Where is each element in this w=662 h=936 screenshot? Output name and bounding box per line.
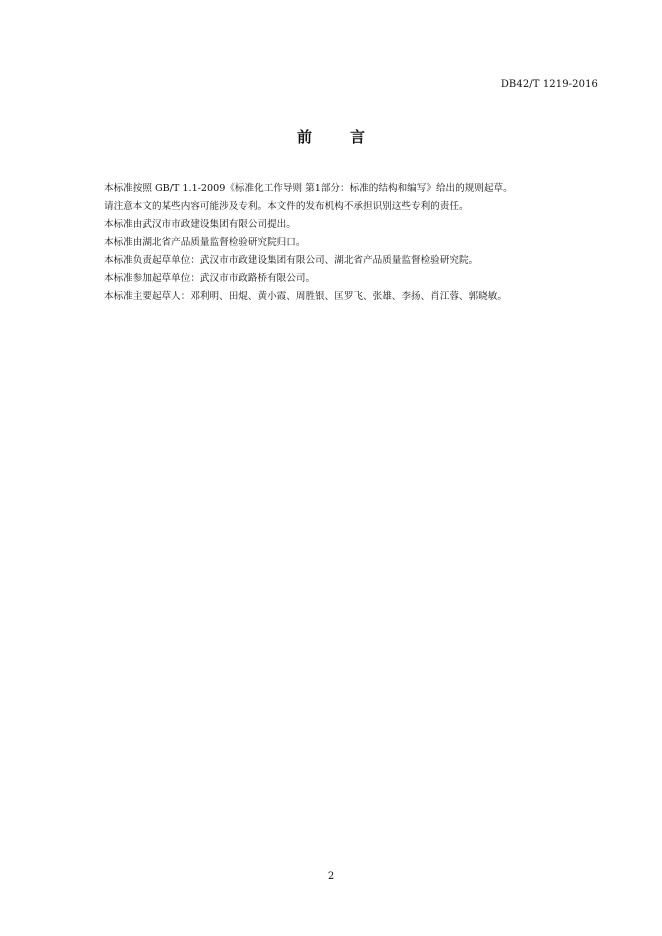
paragraph-lead-drafters: 本标准负责起草单位：武汉市市政建设集团有限公司、湖北省产品质量监督检验研究院。	[104, 255, 479, 266]
paragraph-patent-notice: 请注意本文的某些内容可能涉及专利。本文件的发布机构不承担识别这些专利的责任。	[104, 201, 469, 212]
paragraph-administrator: 本标准由湖北省产品质量监督检验研究院归口。	[104, 237, 306, 248]
page-number: 2	[327, 871, 335, 882]
paragraph-drafting-rules: 本标准按照 GB/T 1.1-2009《标准化工作导则 第1部分：标准的结构和编写》给出的规则起草。	[104, 183, 513, 194]
page-title	[0, 126, 662, 147]
paragraph-participating-drafters: 本标准参加起草单位：武汉市市政路桥有限公司。	[104, 273, 316, 284]
title-char-1: 前	[296, 128, 312, 146]
paragraph-main-drafters: 本标准主要起草人：邓利明、田焜、黄小霞、周胜银、匡罗飞、张雄、李扬、肖江蓉、郭晓敏。	[104, 291, 507, 302]
title-char-2: 言	[350, 128, 366, 146]
paragraph-proposer: 本标准由武汉市市政建设集团有限公司提出。	[104, 219, 296, 230]
document-code: DB42/T 1219-2016	[500, 79, 598, 90]
foreword-body	[104, 180, 604, 306]
